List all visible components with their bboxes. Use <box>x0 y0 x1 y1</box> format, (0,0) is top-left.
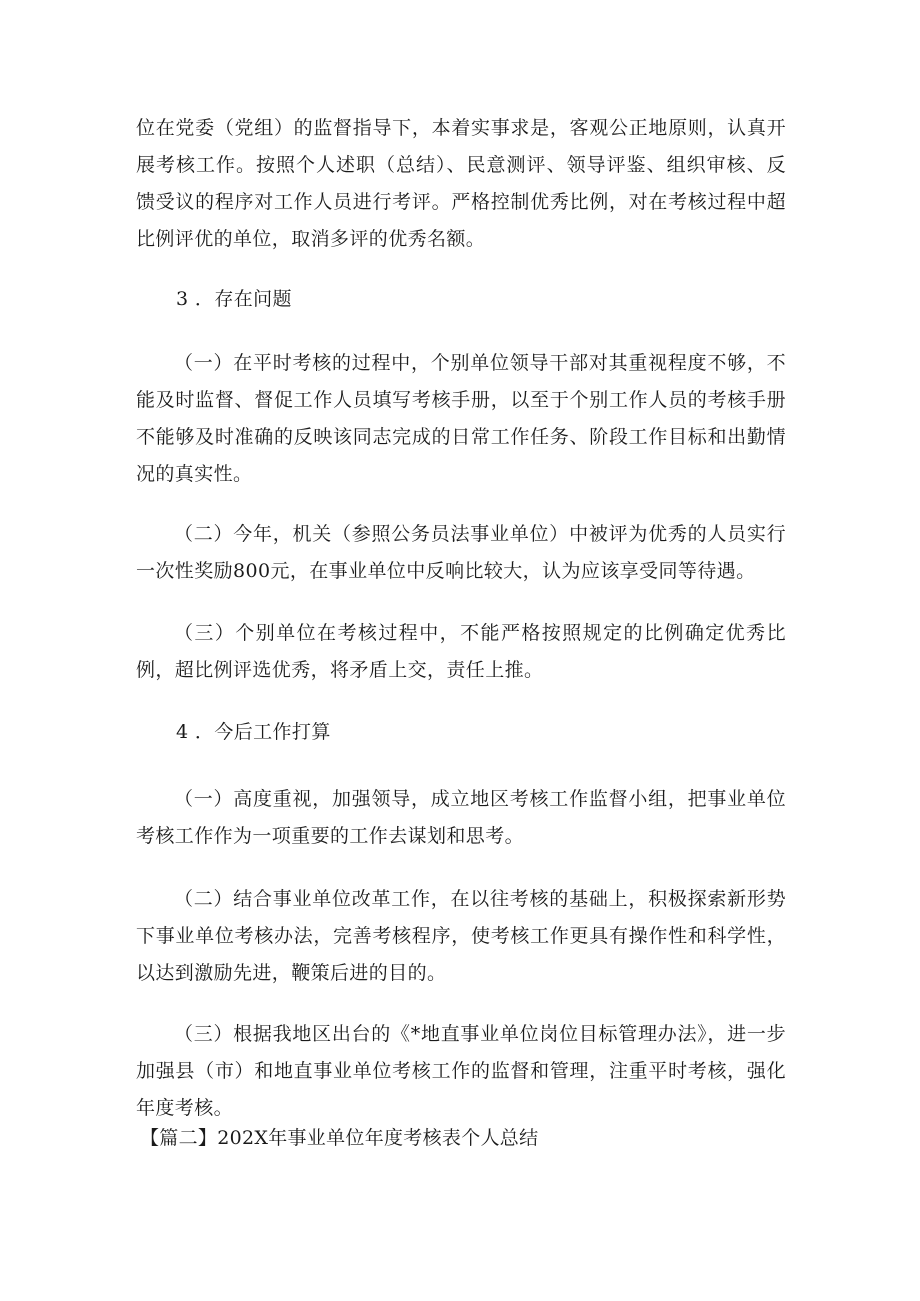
plan-paragraph-1: （一）高度重视，加强领导，成立地区考核工作监督小组，把事业单位考核工作作为一项重要的工作去谋划和思考。 <box>136 788 786 847</box>
issue-paragraph-2: （二）今年，机关（参照公务员法事业单位）中被评为优秀的人员实行一次性奖励800元，在事业单位中反响比较大，认为应该享受同等待遇。 <box>136 523 786 582</box>
issue-paragraph-3: （三）个别单位在考核过程中，不能严格按照规定的比例确定优秀比例，超比例评选优秀，将矛盾上交，责任上推。 <box>136 622 786 681</box>
next-article-title: 【篇二】202X年事业单位年度考核表个人总结 <box>140 1127 539 1149</box>
issue-paragraph-1: （一）在平时考核的过程中，个别单位领导干部对其重视程度不够，不能及时监督、督促工作人员填写考核手册，以至于个别工作人员的考核手册不能够及时准确的反映该同志完成的日常工作任务、阶段工作目标和出勤情况的真实性。 <box>136 352 786 485</box>
intro-paragraph: 位在党委（党组）的监督指导下，本着实事求是，客观公正地原则，认真开展考核工作。按照个人述职（总结）、民意测评、领导评鉴、组织审核、反馈受议的程序对工作人员进行考评。严格控制优秀比例，对在考核过程中超比例评优的单位，取消多评的优秀名额。 <box>136 117 786 250</box>
section-heading-plans: 4 ．今后工作打算 <box>176 721 331 743</box>
plan-paragraph-3: （三）根据我地区出台的《*地直事业单位岗位目标管理办法》，进一步加强县（市）和地直事业单位考核工作的监督和管理，注重平时考核，强化年度考核。 <box>136 1023 786 1119</box>
section-heading-problems: 3 ．存在问题 <box>176 288 292 310</box>
plan-paragraph-2: （二）结合事业单位改革工作，在以往考核的基础上，积极探索新形势下事业单位考核办法，完善考核程序，使考核工作更具有操作性和科学性，以达到激励先进，鞭策后进的目的。 <box>136 888 786 984</box>
